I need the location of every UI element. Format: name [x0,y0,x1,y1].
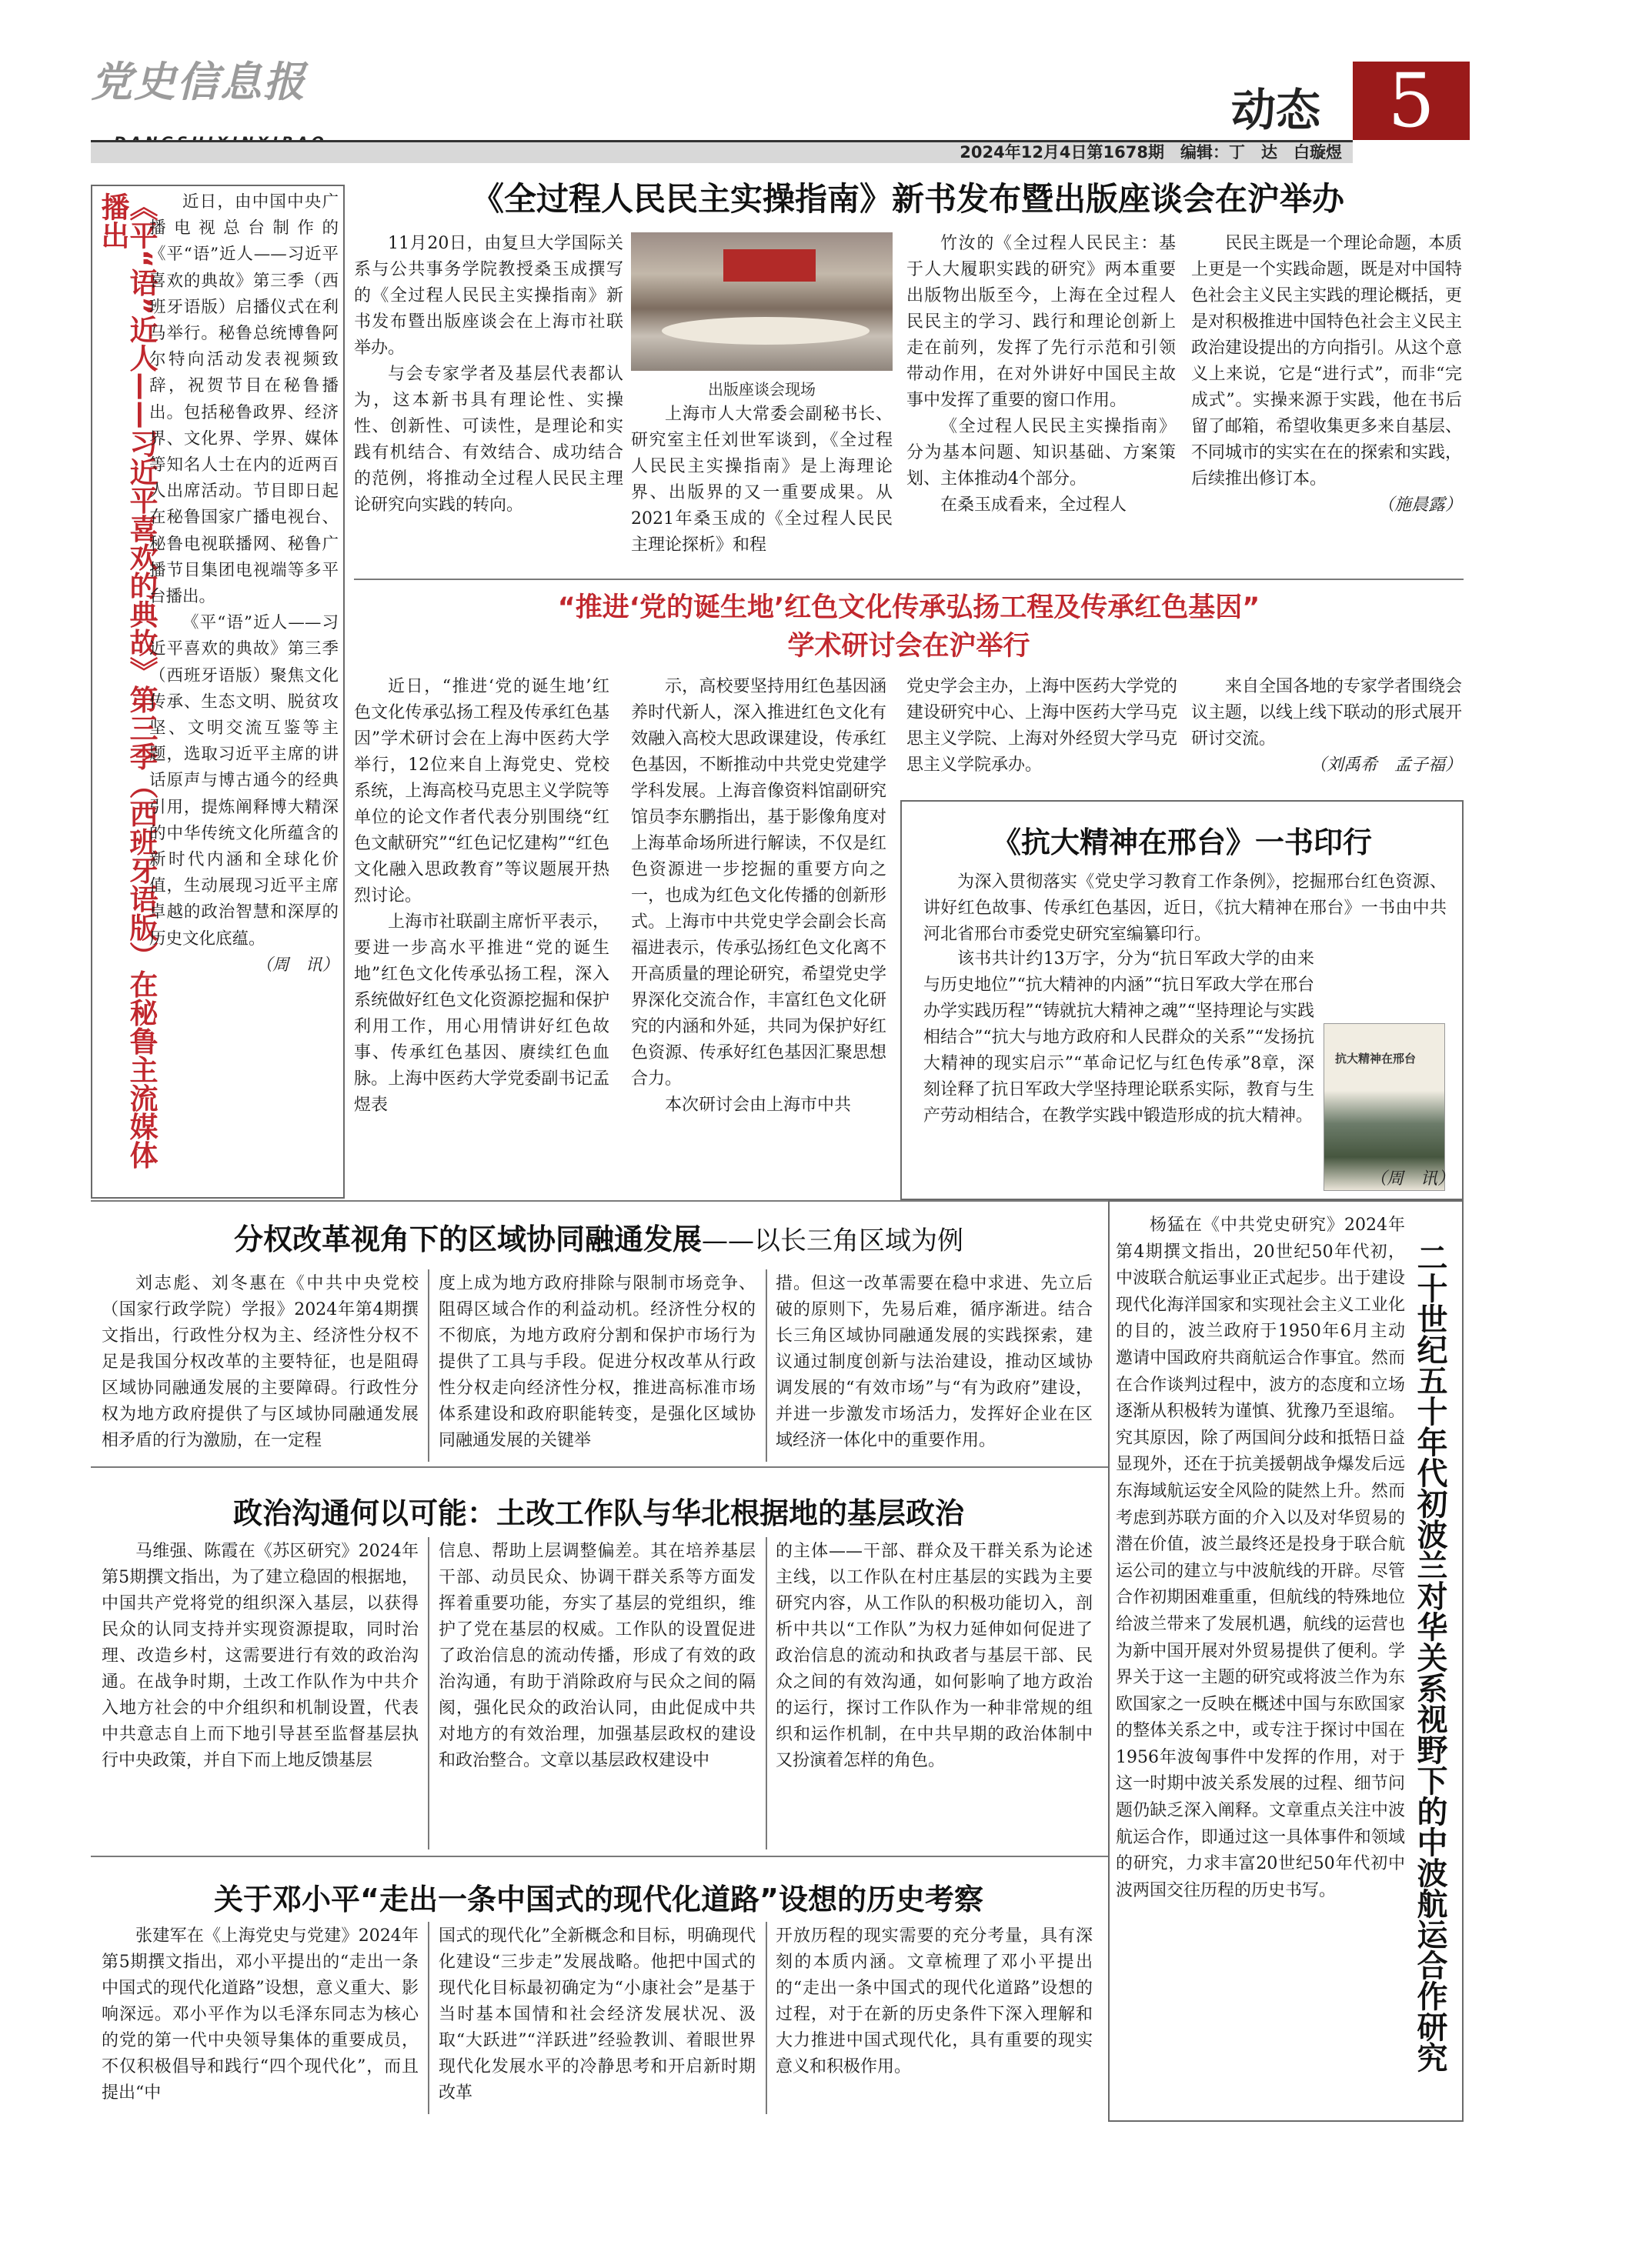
article-subtitle: ——以长三角区域为例 [702,1226,963,1256]
paragraph: 杨猛在《中共党史研究》2024年第4期撰文指出，20世纪50年代初，中波联合航运事业正式起步。出于建设现代化海洋国家和实现社会主义工业化的目的，波兰政府于1950年6月主动邀请中国政府共商航运合作事宜。然而在合作谈判过程中，波方的态度和立场逐渐从积极转为谨慎、犹豫乃至退缩。究其原因，除了两国间分歧和抵牾日益显现外，还在于抗美援朝战争爆发后远东海域航运安全风险的陡然上升。然而考虑到苏联方面的介入以及对华贸易的潜在价值，波兰最终还是投身于联合航运公司的建立与中波航线的开辟。尽管合作初期困难重重，但航线的特殊地位给波兰带来了发展机遇，航线的运营也为新中国开展对外贸易提供了便利。学界关于这一主题的研究或将波兰作为东欧国家之一反映在概述中国与东欧国家的整体关系之中，或专注于探讨中国在1956年波匈事件中发挥的作用，对于这一时期中波关系发展的过程、细节问题仍缺乏深入阐释。文章重点关注中波航运合作，即通过这一具体事件和领域的研究，力求丰富20世纪50年代初中波两国交往历程的历史书写。 [1116,1216,1405,1900]
article-column [102,1271,419,1463]
paragraph: 与会专家学者及基层代表都认为，这本新书具有理论性、实操性、创新性、可读性，是理论和实践有机结合、有效结合、成功结合的范例，将推动全过程人民民主理论研究向实践的转向。 [354,365,623,515]
left-article-para: 《平“语”近人——习近平喜欢的典故》第三季（西班牙语版）聚焦文化传承、生态文明、脱贫攻坚、文明交流互鉴等主题，选取习近平主席的讲话原声与博古通今的经典引用，提炼阐释博大精深的中华传统文化所蕴含的新时代内涵和全球化价值，生动展现习近平主席卓越的政治智慧和深厚的历史文化底蕴。 [149,613,339,949]
left-article-para: 近日，由中国中央广播电视总台制作的《平“语”近人——习近平喜欢的典故》第三季（西班牙语版）启播仪式在利马举行。秘鲁总统博鲁阿尔特向活动发表视频致辞，祝贺节目在秘鲁播出。包括秘鲁政界、经济界、文化界、学界、媒体等知名人士在内的近两百人出席活动。节目即日起在秘鲁国家广播电视台、秘鲁电视联播网、秘鲁广播节目集团电视端等多平台播出。 [149,192,339,607]
paragraph: 刘志彪、刘冬惠在《中共中央党校（国家行政学院）学报》2024年第4期撰文指出，行政性分权为主、经济性分权不足是我国分权改革的主要特征，也是阻碍区域协同融通发展的主要障碍。行政性分权为地方政府提供了与区域协同融通发展相矛盾的行为激励，在一定程 [102,1274,419,1450]
article-column [354,231,623,575]
article-column [102,1923,419,2116]
right-article-body [1116,1212,1405,2117]
paragraph: 11月20日，由复旦大学国际关系与公共事务学院教授桑玉成撰写的《全过程人民民主实操指南》新书发布暨出版座谈会在上海市社联举办。 [354,234,623,358]
photo-caption: 出版座谈会现场 [708,380,816,399]
section-label: 动态 [1231,84,1321,136]
book-cover-title: 抗大精神在邢台 [1335,1052,1417,1066]
divider [91,1466,1108,1468]
article-column [439,1539,756,1851]
column-rule [766,1269,767,1462]
column-rule [428,1537,429,1849]
column-rule [766,1922,767,2114]
byline: （周 讯） [1369,1169,1454,1189]
article-title-main: 分权改革视角下的区域协同融通发展 [233,1222,702,1256]
paragraph: 为深入贯彻落实《党史学习教育工作条例》，挖掘邢台红色资源、讲好红色故事、传承红色基因，近日，《抗大精神在邢台》一书由中共河北省邢台市委党史研究室编纂印行。 [923,872,1447,944]
article-title: 政治沟通何以可能：土改工作队与华北根据地的基层政治 [232,1496,964,1530]
article-title: “推进‘党的诞生地’红色文化传承弘扬工程及传承红色基因” [557,592,1260,623]
article-title: 《全过程人民民主实操指南》新书发布暨出版座谈会在沪举办 [471,180,1344,218]
paragraph: 措。但这一改革需要在稳中求进、先立后破的原则下，先易后难，循序渐进。结合长三角区域协同融通发展的实践探索，建议通过制度创新与法治建设，推动区域协调发展的“有效市场”与“有为政府”建设，并进一步激发市场活力，发挥好企业在区域经济一体化中的重要作用。 [776,1274,1093,1450]
article-column [439,1923,756,2116]
paragraph: 度上成为地方政府排除与限制市场竞争、阻碍区域合作的利益动机。经济性分权的不彻底，为地方政府分割和保护市场行为提供了工具与手段。促进分权改革从行政性分权走向经济性分权，推进高标准市场体系建设和政府职能转变，是强化区域协同融通发展的关键举 [439,1274,756,1450]
article-column [631,402,893,575]
article-title-line2: 学术研讨会在沪举行 [787,631,1030,662]
paragraph: 民民主既是一个理论命题，本质上更是一个实践命题，既是对中国特色社会主义民主实践的理论概括，更是对积极推进中国特色社会主义民主政治建设提出的方向指引。从这个意义上来说，它是“进行式”，而非“完成式”。实操来源于实践，他在书后留了邮箱，希望收集更多来自基层、不同城市的实实在在的探索和实践，后续推出修订本。 [1191,234,1462,489]
paragraph: 近日，“推进‘党的诞生地’红色文化传承弘扬工程及传承红色基因”学术研讨会在上海中医药大学举行，12位来自上海党史、党校系统，上海高校马克思主义学院等单位的论文作者代表分别围绕“红色文献研究”“红色记忆建构”“红色文化融入思政教育”等议题展开热烈讨论。 [354,677,609,906]
article-title: 关于邓小平“走出一条中国式的现代化道路”设想的历史考察 [214,1883,983,1916]
right-article-title: 二十世纪五十年代初波兰对华关系视野下的中波航运合作研究 [1412,1242,1447,2073]
left-article-body [149,189,339,1197]
article-column [439,1271,756,1463]
column-rule [766,1537,767,1849]
divider [91,1856,1108,1857]
byline-row [1308,1166,1454,1194]
byline: （施晨露） [1377,495,1462,515]
paragraph: 的主体——干部、群众及干群关系为论述主线，以工作队在村庄基层的实践为主要研究内容，从工作队的积极功能切入，剖析中共以“工作队”为权力延伸如何促进了政治信息的流动和执政者与基层干部、民众之间的有效沟通，如何影响了地方政治的运行，探讨工作队作为一种非常规的组织和运作机制，在中共早期的政治体制中又扮演着怎样的角色。 [776,1542,1093,1770]
paragraph: 在桑玉成看来，全过程人 [940,495,1127,515]
article-column [776,1539,1093,1851]
article-title [91,1216,1107,1258]
byline: （刘禹希 孟子福） [1309,755,1462,775]
paragraph: 来自全国各地的专家学者围绕会议主题，以线上线下联动的形式展开研讨交流。 [1191,677,1462,749]
column-rule [428,1269,429,1462]
article-column [776,1923,1093,2116]
meeting-photo [631,232,893,371]
paragraph: 该书共计约13万字，分为“抗日军政大学的由来与历史地位”“抗大精神的内涵”“抗日军政大学在邢台办学实践历程”“铸就抗大精神之魂”“坚持理论与实践相结合”“抗大与地方政府和人民群众的关系”“发扬抗大精神的现实启示”“革命记忆与红色传承”8章，深刻诠释了抗日军政大学坚持理论联系实际，教育与生产劳动相结合，在教学实践中锻造形成的抗大精神。 [923,949,1314,1126]
paragraph: 《全过程人民民主实操指南》分为基本问题、知识基础、方案策划、主体推动4个部分。 [906,417,1176,489]
paragraph: 张建军在《上海党史与党建》2024年第5期撰文指出，邓小平提出的“走出一条中国式的现代化道路”设想，意义重大、影响深远。邓小平作为以毛泽东同志为核心的党的第一代中央领导集体的重要成员，不仅积极倡导和践行“四个现代化”，而且提出“中 [102,1926,419,2103]
paragraph: 示，高校要坚持用红色基因涵养时代新人，深入推进红色文化有效融入高校大思政课建设，传承红色基因，不断推动中共党史党建学学科发展。上海音像资料馆副研究馆员李东鹏指出，基于影像角度对上海革命场所进行解读，不仅是红色资源进一步挖掘的重要方向之一，也成为红色文化传播的创新形式。上海市中共党史学会副会长高福进表示，传承弘扬红色文化离不开高质量的理论研究，希望党史学界深化交流合作，丰富红色文化研究的内涵和外延，共同为保护好红色资源、传承好红色基因汇聚思想合力。 [631,677,886,1089]
divider [354,579,1464,580]
paragraph: 本次研讨会由上海市中共 [665,1096,852,1115]
newspaper-name: 党史信息报 [91,58,306,106]
paragraph: 党史学会主办，上海中医药大学党的建设研究中心、上海中医药大学马克思主义学院、上海对外经贸大学马克思主义学院承办。 [906,677,1177,775]
paragraph: 竹汝的《全过程人民民主：基于人大履职实践的研究》两本重要出版物出版至今，上海在全过程人民民主的学习、践行和理论创新上走在前列，发挥了先行示范和引领带动作用，在对外讲好中国民主故事中发挥了重要的窗口作用。 [906,234,1176,410]
article-column [906,674,1177,789]
paragraph: 信息、帮助上层调整偏差。其在培养基层干部、动员民众、协调干群关系等方面发挥着重要功能，夯实了基层的党组织，维护了党在基层的权威。工作队的设置促进了政治信息的流动传播，形成了有效的政治沟通，有助于消除政府与民众之间的隔阂，强化民众的政治认同，由此促成中共对地方的有效治理，加强基层政权的建设和政治整合。文章以基层政权建设中 [439,1542,756,1770]
article-column [923,946,1314,1177]
paragraph: 国式的现代化”全新概念和目标，明确现代化建设“三步走”发展战略。他把中国式的现代化目标最初确定为“小康社会”是基于当时基本国情和社会经济发展状况、汲取“大跃进”“洋跃进”经验教训、着眼世界现代化发展水平的冷静思考和开启新时期改革 [439,1926,756,2103]
article-column [631,674,886,1194]
article-column [354,674,609,1194]
article-column [906,231,1176,575]
article-column [102,1539,419,1851]
article-column [776,1271,1093,1463]
left-article-title: 《平“语”近人——习近平喜欢的典故》第三季（西班牙语版）在秘鲁主流媒体播出 [96,192,158,1169]
page-number: 5 [1353,62,1470,140]
article-column [1191,231,1462,575]
column-rule [428,1922,429,2114]
article-title: 《抗大精神在邢台》一书印行 [991,825,1372,859]
paragraph: 开放历程的现实需要的充分考量，具有深刻的本质内涵。文章梳理了邓小平提出的“走出一条中国式的现代化道路”设想的过程，对于在新的历史条件下深入理解和大力推进中国式现代化，具有重要的现实意义和积极作用。 [776,1926,1093,2076]
paragraph: 上海市人大常委会副秘书长、研究室主任刘世军谈到，《全过程人民民主实操指南》是上海理论界、出版界的又一重要成果。从2021年桑玉成的《全过程人民民主理论探析》和程 [631,405,893,555]
paragraph: 马维强、陈霞在《苏区研究》2024年第5期撰文指出，为了建立稳固的根据地，中国共产党将党的组织深入基层，以获得民众的认同支持并实现资源提取，同时治理、改造乡村，这需要进行有效的政治沟通。在战争时期，土改工作队作为中共介入地方社会的中介组织和机制设置，代表中共意志自上而下地引导甚至监督基层执行中央政策，并自下而上地反馈基层 [102,1542,419,1770]
paragraph: 上海市社联副主席忻平表示，要进一步高水平推进“党的诞生地”红色文化传承弘扬工程，深入系统做好红色文化资源挖掘和保护利用工作，用心用情讲好红色故事、传承红色基因、赓续红色血脉。上海中医药大学党委副书记孟煜表 [354,912,609,1115]
byline: （周 讯） [255,955,339,975]
article-column [1191,674,1462,789]
issue-line: 2024年12月4日第1678期 编辑：丁 达 白璇煜 [91,140,1353,163]
